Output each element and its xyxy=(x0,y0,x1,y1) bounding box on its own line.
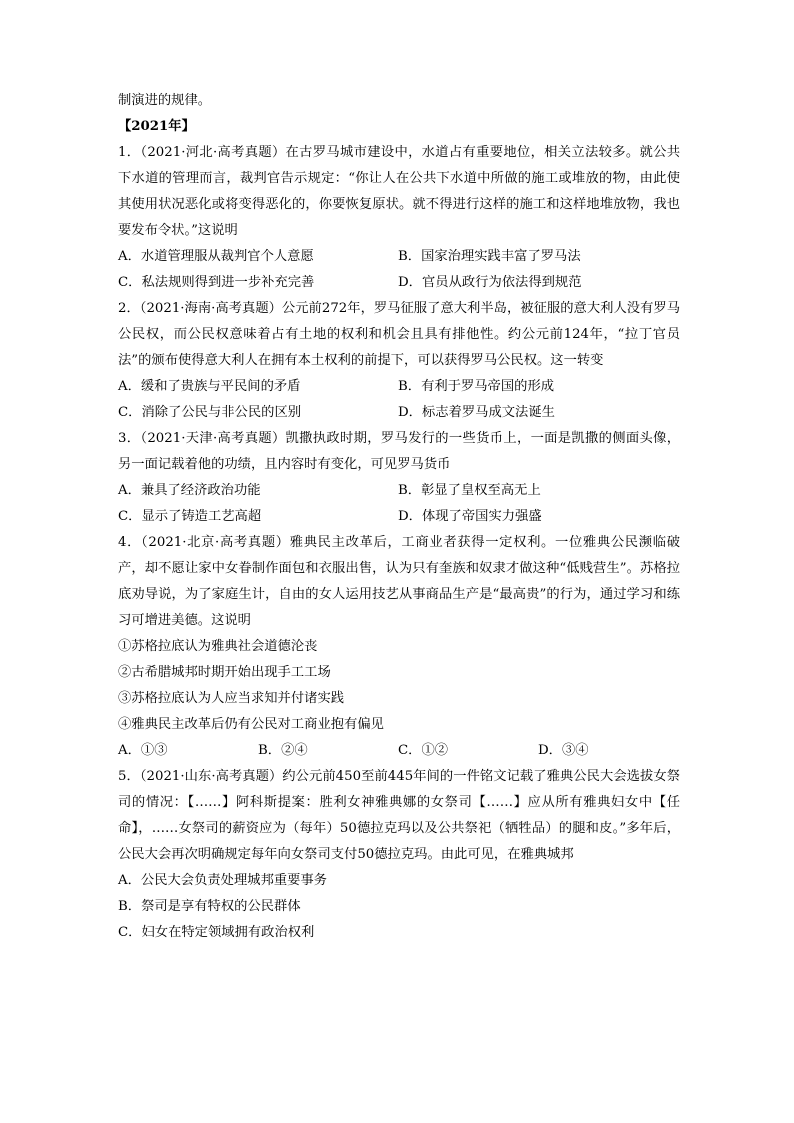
question-2-options-row-1 xyxy=(118,374,680,400)
question-3-stem: 3．（2021·天津·高考真题）凯撒执政时期，罗马发行的一些货币上，一面是凯撒的侧面头像，另一面记载着他的功绩，且内容时有变化，可见罗马货币 xyxy=(118,431,680,472)
question-4-stem: 4．（2021·北京·高考真题）雅典民主改革后，工商业者获得一定权利。一位雅典公民濒临破产，却不愿让家中女眷制作面包和衣服出售，认为只有奎族和奴隶才做这种“低贱营生”。苏格拉底劝导说，为了家庭生计，自由的女人运用技艺从事商品生产是“最高贵”的行为，通过学习和练习可增进美德。这说明 xyxy=(118,535,680,628)
option-d: D．③④ xyxy=(538,743,589,758)
option-b: B．祭司是享有特权的公民群体 xyxy=(118,899,301,914)
question-1-stem: 1．（2021·河北·高考真题）在古罗马城市建设中，水道占有重要地位，相关立法较多。就公共下水道的管理而言，裁判官告示规定：“你让人在公共下水道中所做的施工或堆放的物，由此使其使用状况恶化或将变得恶化的，你要恢复原状。就不得进行这样的施工和这样地堆放物，我也要发布令状。”这说明 xyxy=(118,145,680,238)
option-c: C．私法规则得到进一步补充完善 xyxy=(118,275,315,290)
option-d: D．体现了帝国实力强盛 xyxy=(398,509,542,524)
option-a: A．水道管理服从裁判官个人意愿 xyxy=(118,249,314,264)
question-4-options-row xyxy=(118,738,680,764)
option-c: C．显示了铸造工艺高超 xyxy=(118,509,262,524)
option-a: A．①③ xyxy=(118,743,168,758)
option-a: A．兼具了经济政治功能 xyxy=(118,483,261,498)
question-3-options-row-2 xyxy=(118,504,680,530)
question-1-options-row-2 xyxy=(118,270,680,296)
option-b: B．有利于罗马帝国的形成 xyxy=(398,379,555,394)
option-d: D．官员从政行为依法得到规范 xyxy=(398,275,582,290)
question-4-item-1: ①苏格拉底认为雅典社会道德沦丧 xyxy=(118,639,318,654)
option-a: A．公民大会负责处理城邦重要事务 xyxy=(118,873,328,888)
option-b: B．国家治理实践丰富了罗马法 xyxy=(398,249,581,264)
option-b: B．②④ xyxy=(258,743,308,758)
question-2-stem: 2．（2021·海南·高考真题）公元前272年，罗马征服了意大利半岛，被征服的意大利人没有罗马公民权，而公民权意味着占有土地的权利和机会且具有排他性。约公元前124年，“拉丁官员法”的颁布使得意大利人在拥有本土权利的前提下，可以获得罗马公民权。这一转变 xyxy=(118,301,680,368)
option-c: C．妇女在特定领域拥有政治权利 xyxy=(118,925,315,940)
option-c: C．消除了公民与非公民的区别 xyxy=(118,405,302,420)
question-5-stem: 5．（2021·山东·高考真题）约公元前450至前445年间的一件铭文记载了雅典公民大会选拔女祭司的情况：【……】阿科斯提案：胜利女神雅典娜的女祭司【……】应从所有雅典妇女中【任命】，……女祭司的薪资应为（每年）50德拉克玛以及公共祭祀（牺牲品）的腿和皮。”多年后，公民大会再次明确规定每年向女祭司支付50德拉克玛。由此可见，在雅典城邦 xyxy=(118,769,680,862)
question-4-item-2: ②古希腊城邦时期开始出现手工工场 xyxy=(118,665,331,680)
option-c: C．①② xyxy=(398,743,449,758)
document-page xyxy=(118,88,680,946)
question-1-options-row-1 xyxy=(118,244,680,270)
option-a: A．缓和了贵族与平民间的矛盾 xyxy=(118,379,301,394)
year-heading: 【2021年】 xyxy=(118,119,195,134)
question-2-options-row-2 xyxy=(118,400,680,426)
question-3-options-row-1 xyxy=(118,478,680,504)
question-4-item-3: ③苏格拉底认为人应当求知并付诸实践 xyxy=(118,691,345,706)
intro-tail: 制演进的规律。 xyxy=(118,93,212,108)
option-b: B．彰显了皇权至高无上 xyxy=(398,483,541,498)
question-4-item-4: ④雅典民主改革后仍有公民对工商业抱有偏见 xyxy=(118,717,384,732)
option-d: D．标志着罗马成文法诞生 xyxy=(398,405,555,420)
